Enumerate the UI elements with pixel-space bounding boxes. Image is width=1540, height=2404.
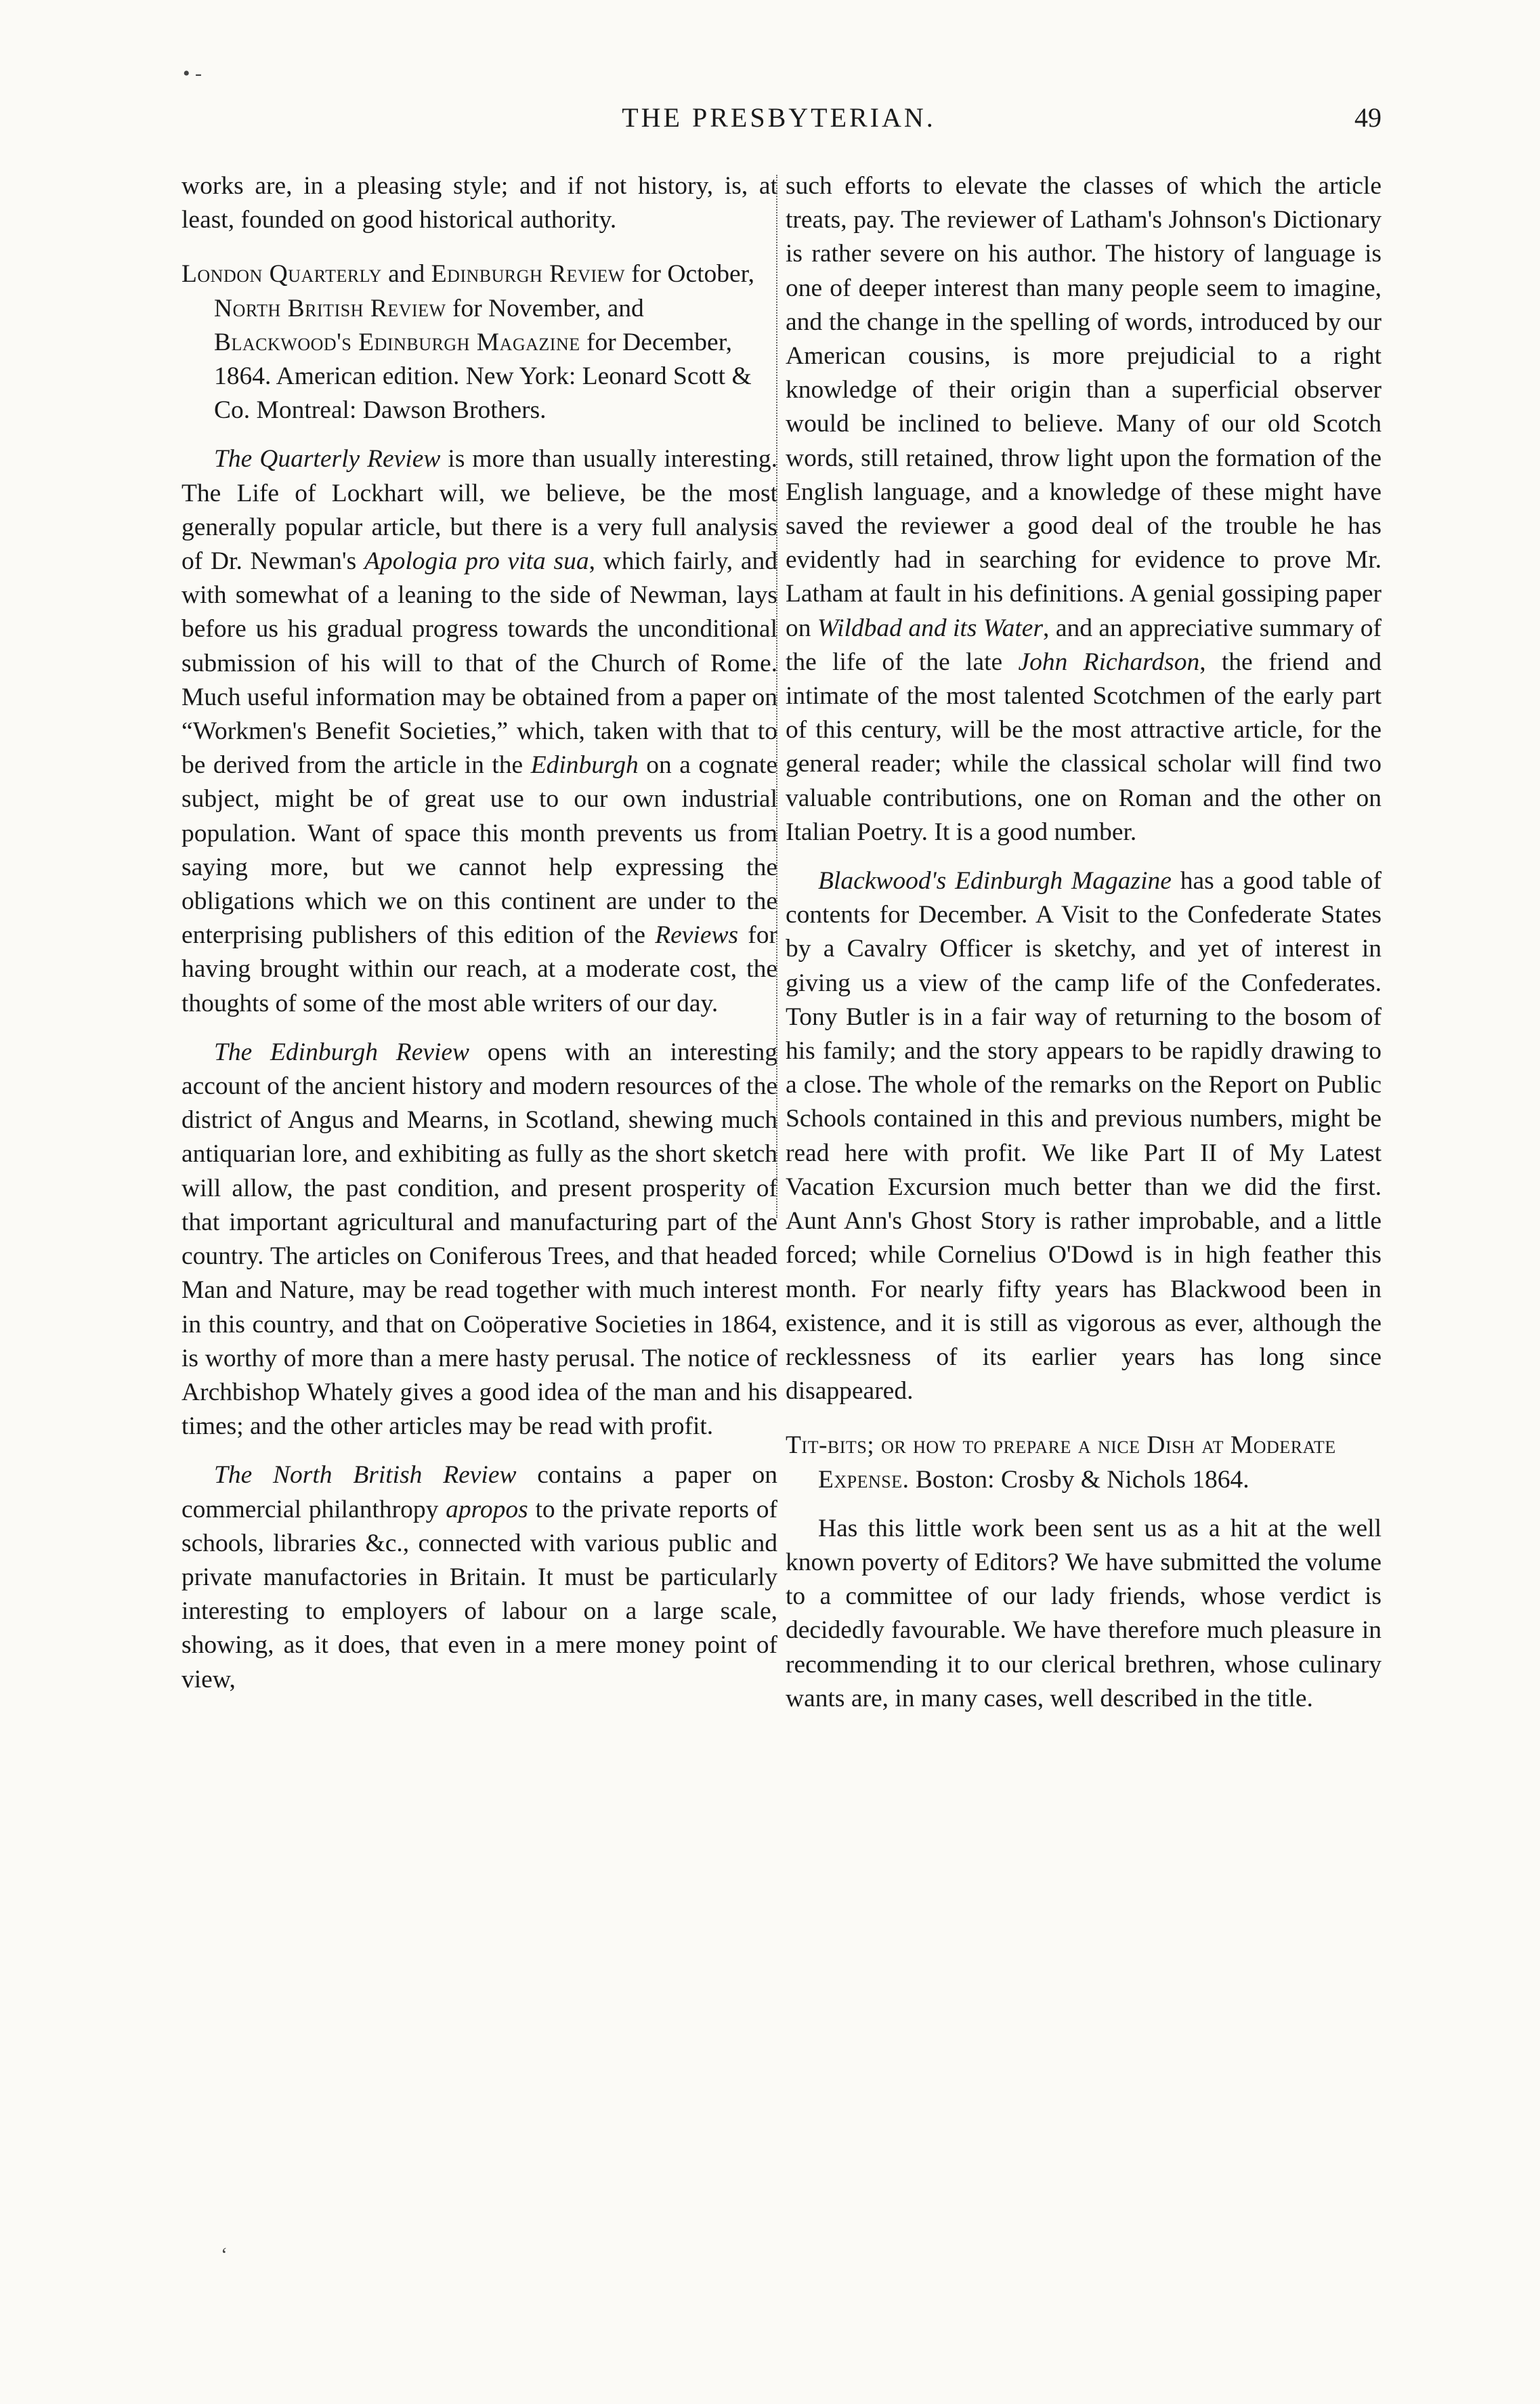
heading-text: for November, and [446, 294, 644, 322]
italic-name: John Richardson [1018, 648, 1200, 676]
left-paragraph-continued: works are, in a pleasing style; and if not history, is, at least, founded on good historical authority. [181, 172, 777, 234]
paragraph-quarterly-review [181, 442, 777, 1020]
paragraph-tit-bits: Has this little work been sent us as a hit at the well known poverty of Editors? We have submitted the volume to a committee of our lady friends, whose verdict is decidedly favourable. We have therefore much pleasure in recommending it to our clerical brethren, whose culinary wants are, in many cases, well described in the title. [786, 1514, 1382, 1712]
italic-title: Apologia pro vita sua [364, 547, 589, 576]
paragraph-text: opens with an interesting account of the ancient history and modern resources of the district of Angus and Mearns, in Scotland, shewing much antiquarian lore, and exhibiting as fully as the short sketch will allow, the past condition, and present prosperity of that important agricultural and manufacturing part of the country. The articles on Coniferous Trees, and that headed Man and Nature, may be read together with much interest in this country, and that on Coöperative Societies in 1864, is worthy of more than a mere hasty perusal. The notice of Archbishop Whately gives a good idea of the man and his times; and the other articles may be read with profit. [181, 1038, 777, 1441]
stray-mark-bottom: ‘ [221, 2243, 228, 2266]
italic-title: The North British Review [214, 1461, 517, 1490]
heading-text: for October, [624, 260, 755, 289]
heading-text: for December, 1864. American edition. New York: Leonard Scott & Co. Montreal: Dawson Brothers. [214, 328, 752, 425]
entry-heading-tit-bits [786, 1429, 1382, 1496]
paragraph-text: , and an appreciative summary of the life of the late [786, 614, 1382, 676]
paragraph-blackwoods [786, 864, 1382, 1408]
paragraph-text: contains a paper on commercial philanthropy [181, 1461, 777, 1523]
italic-title: Edinburgh [530, 751, 639, 780]
paragraph-text: , which fairly, and with somewhat of a leaning to the side of Newman, lays before us his gradual progress towards the unconditional submission of his will to that of the Church of Rome. Much useful information may be obtained from a paper on “Workmen's Benefit Societies,” which, taken with that to be derived from the article in the [181, 547, 777, 780]
paragraph-text: such efforts to elevate the classes of which the article treats, pay. The reviewer of Latham's Johnson's Dictionary is rather severe on his author. The history of language is one of deeper interest than many people seem to imagine, and the change in the spelling of words, introduced by our American cousins, is more prejudicial to a right knowledge of their origin than a superficial observer would be inclined to believe. Many of our old Scotch words, still retained, throw light upon the formation of the English language, and a knowledge of these might have saved the reviewer a good deal of the trouble he has evidently had in searching for evidence to prove Mr. Latham at fault in his definitions. A genial gossiping paper on [786, 172, 1382, 642]
italic-title: Reviews [655, 921, 739, 950]
right-column [786, 169, 1382, 1716]
italic-term: apropos [446, 1495, 528, 1523]
italic-title: Wildbad and its Water [817, 614, 1044, 642]
stray-mark-top: • ‑ [183, 62, 202, 85]
entry-heading-quarterlies [181, 257, 777, 427]
paragraph-text: , the friend and intimate of the most talented Scotchmen of the early part of this century, will be the most attractive article, for the general reader; while the classical scholar will find two valuable contributions, one on Roman and the other on Italian Poetry. It is a good number. [786, 648, 1382, 846]
title-edinburgh-review: Edinburgh Review [431, 260, 625, 289]
paragraph-north-british-review [181, 1458, 777, 1696]
paragraph-edinburgh-review [181, 1036, 777, 1443]
page-number: 49 [1354, 102, 1382, 133]
title-blackwoods-magazine: Blackwood's Edinburgh Magazine [214, 328, 580, 356]
column-divider [776, 175, 777, 1218]
paragraph-text: has a good table of contents for December. A Visit to the Confederate States by a Cavalry Officer is sketchy, and yet of interest in giving us a view of the camp life of the Confederates. Tony Butler is in a fair way of returning to the bosom of his family; and the story appears to be rapidly drawing to a close. The whole of the remarks on the Report on Public Schools contained in this and previous numbers, might be read here with profit. We like Part II of My Latest Vacation Excursion much better than we did the first. Aunt Ann's Ghost Story is rather improbable, and a little forced; while Cornelius O'Dowd is in high feather this month. For nearly fifty years has Blackwood been in existence, and it is still as vigorous as ever, although the recklessness of its earlier years has long since disappeared. [786, 867, 1382, 1406]
paragraph-text: to the private reports of schools, libraries &c., connected with various public and private manufactories in Britain. It must be particularly interesting to employers of labour on a large scale, showing, as it does, that even in a mere money point of view, [181, 1495, 777, 1693]
running-head: THE PRESBYTERIAN. [622, 102, 936, 133]
italic-title: Blackwood's Edinburgh Magazine [818, 867, 1172, 895]
heading-text: and [381, 260, 431, 289]
right-paragraph-continued [786, 169, 1382, 849]
paragraph-text: is more than usually interesting. The Life of Lockhart will, we believe, be the most generally popular article, but there is a very full analysis of Dr. Newman's [181, 445, 777, 576]
title-tit-bits: Tit-bits; or how to prepare a nice Dish at Moderate Expense. [786, 1431, 1336, 1494]
italic-title: The Quarterly Review [214, 445, 441, 473]
paragraph-text: on a cognate subject, might be of great use to our own industrial population. Want of space this month prevents us from saying more, but we cannot help expressing the obligations which we on this continent are under to the enterprising publishers of this edition of the [181, 751, 777, 950]
heading-text: Boston: Crosby & Nichols 1864. [909, 1465, 1249, 1494]
title-london-quarterly: London Quarterly [181, 260, 382, 289]
paragraph-text: for having brought within our reach, at a moderate cost, the thoughts of some of the most able writers of our day. [181, 921, 777, 1017]
italic-title: The Edinburgh Review [214, 1038, 470, 1066]
title-north-british-review: North British Review [214, 294, 446, 322]
page-header [176, 102, 1382, 149]
left-column [181, 169, 777, 1697]
